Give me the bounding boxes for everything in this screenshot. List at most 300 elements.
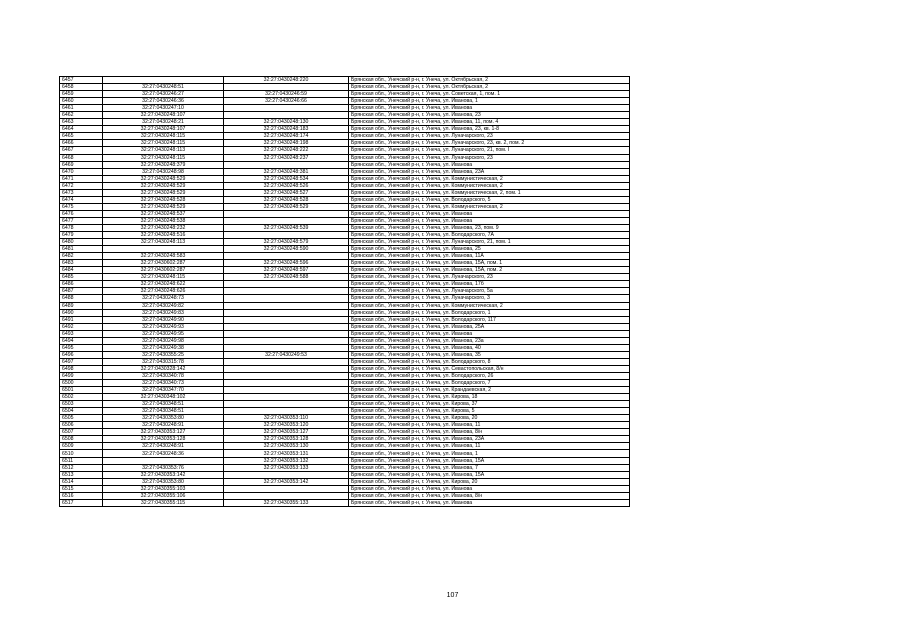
cadastral-number-cell: 32:27:0430248:107 [103, 126, 224, 133]
address-cell: Брянская обл., Унечский р-н, г. Унеча, ул. Иванова, 8/н [349, 492, 630, 499]
table-row [60, 316, 630, 323]
related-cadastral-number-cell [224, 337, 349, 344]
related-cadastral-number-cell: 32:27:0430353:132 [224, 457, 349, 464]
address-cell: Брянская обл., Унечский р-н, г. Унеча, ул. Луначарского, 21, пом. 1 [349, 239, 630, 246]
cadastral-number-cell: 32:27:0430355:106 [103, 492, 224, 499]
table-row [60, 464, 630, 471]
address-cell: Брянская обл., Унечский р-н, г. Унеча, ул. Коммунистическая, 2 [349, 175, 630, 182]
table-row [60, 168, 630, 175]
cadastral-number-cell: 32:27:0430248:529 [103, 189, 224, 196]
address-cell: Брянская обл., Унечский р-н, г. Унеча, ул. Иванова [349, 485, 630, 492]
address-cell: Брянская обл., Унечский р-н, г. Унеча, ул. Иванова, 23, кв. 1-8 [349, 126, 630, 133]
row-number-cell: 6488 [60, 295, 103, 302]
table-row [60, 274, 630, 281]
table-row [60, 478, 630, 485]
row-number-cell: 6511 [60, 457, 103, 464]
row-number-cell: 6477 [60, 217, 103, 224]
cadastral-number-cell: 32:27:0430248:91 [103, 443, 224, 450]
address-cell: Брянская обл., Унечский р-н, г. Унеча, ул. Володарского, 7А [349, 232, 630, 239]
address-cell: Брянская обл., Унечский р-н, г. Унеча, ул. Иванова, 11 [349, 422, 630, 429]
address-cell: Брянская обл., Унечский р-н, г. Унеча, ул. Иванова [349, 105, 630, 112]
related-cadastral-number-cell: 32:27:0430248:183 [224, 126, 349, 133]
address-cell: Брянская обл., Унечский р-н, г. Унеча, ул. Иванова, 15А, пом. 1 [349, 260, 630, 267]
cadastral-number-cell: 32:27:0430249:95 [103, 330, 224, 337]
cadastral-number-cell: 32:27:0430348:51 [103, 401, 224, 408]
row-number-cell: 6516 [60, 492, 103, 499]
address-cell: Брянская обл., Унечский р-н, г. Унеча, ул. Володарского, 5 [349, 196, 630, 203]
cadastral-number-cell: 32:27:0430248:379 [103, 161, 224, 168]
table-row [60, 196, 630, 203]
address-cell: Брянская обл., Унечский р-н, г. Унеча, ул. Иванова, 23, пом. 9 [349, 224, 630, 231]
cadastral-number-cell: 32:27:0430355:115 [103, 499, 224, 506]
cadastral-number-cell: 32:27:0430248:51 [103, 84, 224, 91]
related-cadastral-number-cell [224, 295, 349, 302]
cadastral-number-cell: 32:27:0430248:232 [103, 224, 224, 231]
table-row [60, 182, 630, 189]
row-number-cell: 6503 [60, 401, 103, 408]
row-number-cell: 6512 [60, 464, 103, 471]
cadastral-number-cell: 32:27:0430248:115 [103, 140, 224, 147]
cadastral-number-cell: 32:27:0430353:128 [103, 436, 224, 443]
row-number-cell: 6498 [60, 365, 103, 372]
cadastral-number-cell: 32:27:0430248:115 [103, 154, 224, 161]
related-cadastral-number-cell [224, 380, 349, 387]
related-cadastral-number-cell [224, 330, 349, 337]
related-cadastral-number-cell [224, 358, 349, 365]
cadastral-number-cell: 32:27:0430248:626 [103, 288, 224, 295]
row-number-cell: 6469 [60, 161, 103, 168]
address-cell: Брянская обл., Унечский р-н, г. Унеча, ул. Иванова, 23 [349, 112, 630, 119]
related-cadastral-number-cell: 32:27:0430353:133 [224, 464, 349, 471]
related-cadastral-number-cell [224, 210, 349, 217]
cadastral-number-cell: 32:27:0430353:80 [103, 478, 224, 485]
address-cell: Брянская обл., Унечский р-н, г. Унеча, ул. Луначарского, 23 [349, 274, 630, 281]
row-number-cell: 6462 [60, 112, 103, 119]
cadastral-number-cell: 32:27:0430249:38 [103, 344, 224, 351]
address-cell: Брянская обл., Унечский р-н, г. Унеча, ул. Володарского, 117 [349, 316, 630, 323]
table-row [60, 394, 630, 401]
cadastral-number-cell: 32:27:0430248:529 [103, 182, 224, 189]
address-cell: Брянская обл., Унечский р-н, г. Унеча, ул. Иванова, 11А [349, 253, 630, 260]
table-row [60, 91, 630, 98]
row-number-cell: 6510 [60, 450, 103, 457]
table-row [60, 351, 630, 358]
related-cadastral-number-cell: 32:27:0430353:120 [224, 422, 349, 429]
cadastral-number-cell: 32:27:0430249:83 [103, 309, 224, 316]
table-row [60, 330, 630, 337]
row-number-cell: 6501 [60, 387, 103, 394]
address-cell: Брянская обл., Унечский р-н, г. Унеча, ул. Иванова [349, 499, 630, 506]
row-number-cell: 6496 [60, 351, 103, 358]
related-cadastral-number-cell: 32:27:0430355:133 [224, 499, 349, 506]
row-number-cell: 6461 [60, 105, 103, 112]
related-cadastral-number-cell: 32:27:0430248:529 [224, 203, 349, 210]
address-cell: Брянская обл., Унечский р-н, г. Унеча, ул. Иванова [349, 210, 630, 217]
row-number-cell: 6473 [60, 189, 103, 196]
address-cell: Брянская обл., Унечский р-н, г. Унеча, ул. Луначарского, 21, пом. I [349, 147, 630, 154]
cadastral-number-cell [103, 457, 224, 464]
related-cadastral-number-cell: 32:27:0430248:237 [224, 154, 349, 161]
address-cell: Брянская обл., Унечский р-н, г. Унеча, ул. Кирова, 20 [349, 478, 630, 485]
row-number-cell: 6471 [60, 175, 103, 182]
related-cadastral-number-cell [224, 365, 349, 372]
table-row [60, 98, 630, 105]
row-number-cell: 6500 [60, 380, 103, 387]
row-number-cell: 6499 [60, 372, 103, 379]
cadastral-number-cell: 32:27:0430247:10 [103, 105, 224, 112]
cadastral-number-cell: 32:27:0430353:76 [103, 464, 224, 471]
data-table [59, 76, 630, 507]
table-row [60, 84, 630, 91]
related-cadastral-number-cell [224, 105, 349, 112]
table-row [60, 415, 630, 422]
table-row [60, 77, 630, 84]
table-row [60, 358, 630, 365]
cadastral-number-cell: 32:27:0430348:102 [103, 394, 224, 401]
row-number-cell: 6467 [60, 147, 103, 154]
related-cadastral-number-cell: 32:27:0430248:130 [224, 119, 349, 126]
related-cadastral-number-cell [224, 84, 349, 91]
address-cell: Брянская обл., Унечский р-н, г. Унеча, ул. Октябрьская, 2 [349, 77, 630, 84]
address-cell: Брянская обл., Унечский р-н, г. Унеча, ул. Коммунистическая, 2, пом. 1 [349, 189, 630, 196]
address-cell: Брянская обл., Унечский р-н, г. Унеча, ул. Иванова, 1 [349, 450, 630, 457]
table-row [60, 372, 630, 379]
table-row [60, 246, 630, 253]
table-row [60, 499, 630, 506]
table-row [60, 422, 630, 429]
cadastral-number-cell: 32:27:0430248:36 [103, 450, 224, 457]
table-row [60, 337, 630, 344]
table-row [60, 119, 630, 126]
cadastral-number-cell: 32:27:0430249:98 [103, 337, 224, 344]
row-number-cell: 6491 [60, 316, 103, 323]
cadastral-number-cell: 32:27:0430353:80 [103, 415, 224, 422]
table-row [60, 189, 630, 196]
table-row [60, 154, 630, 161]
row-number-cell: 6515 [60, 485, 103, 492]
table-row [60, 267, 630, 274]
row-number-cell: 6489 [60, 302, 103, 309]
related-cadastral-number-cell [224, 492, 349, 499]
table-row [60, 133, 630, 140]
related-cadastral-number-cell [224, 401, 349, 408]
address-cell: Брянская обл., Унечский р-н, г. Унеча, ул. Иванова, 15А, пом. 2 [349, 267, 630, 274]
related-cadastral-number-cell: 32:27:0430353:131 [224, 450, 349, 457]
row-number-cell: 6509 [60, 443, 103, 450]
row-number-cell: 6481 [60, 246, 103, 253]
address-cell: Брянская обл., Унечский р-н, г. Унеча, ул. Луначарского, 5а [349, 288, 630, 295]
cadastral-number-cell [103, 246, 224, 253]
row-number-cell: 6474 [60, 196, 103, 203]
related-cadastral-number-cell [224, 112, 349, 119]
row-number-cell: 6466 [60, 140, 103, 147]
address-cell: Брянская обл., Унечский р-н, г. Унеча, ул. Иванова [349, 161, 630, 168]
table-row [60, 288, 630, 295]
address-cell: Брянская обл., Унечский р-н, г. Унеча, ул. Иванова, 15А [349, 457, 630, 464]
related-cadastral-number-cell [224, 232, 349, 239]
cadastral-number-cell: 32:27:0430249:93 [103, 323, 224, 330]
table-row [60, 380, 630, 387]
related-cadastral-number-cell: 32:27:0430248:539 [224, 224, 349, 231]
table-body [60, 77, 630, 507]
address-cell: Брянская обл., Унечский р-н, г. Унеча, ул. Советская, 1, пом. 1 [349, 91, 630, 98]
row-number-cell: 6504 [60, 408, 103, 415]
related-cadastral-number-cell: 32:27:0430248:222 [224, 147, 349, 154]
table-row [60, 429, 630, 436]
row-number-cell: 6484 [60, 267, 103, 274]
row-number-cell: 6494 [60, 337, 103, 344]
cadastral-number-cell: 32:27:0430249:82 [103, 302, 224, 309]
related-cadastral-number-cell: 32:27:0430248:526 [224, 182, 349, 189]
row-number-cell: 6505 [60, 415, 103, 422]
table-row [60, 210, 630, 217]
related-cadastral-number-cell [224, 161, 349, 168]
related-cadastral-number-cell [224, 316, 349, 323]
related-cadastral-number-cell: 32:27:0430249:53 [224, 351, 349, 358]
cadastral-number-cell: 32:27:0430248:91 [103, 422, 224, 429]
table-row [60, 203, 630, 210]
cadastral-number-cell: 32:27:0430248:583 [103, 253, 224, 260]
related-cadastral-number-cell: 32:27:0430248:381 [224, 168, 349, 175]
table-row [60, 217, 630, 224]
cadastral-number-cell: 32:27:0430248:529 [103, 175, 224, 182]
address-cell: Брянская обл., Унечский р-н, г. Унеча, ул. Кирова, 20 [349, 415, 630, 422]
related-cadastral-number-cell: 32:27:0430248:220 [224, 77, 349, 84]
related-cadastral-number-cell [224, 344, 349, 351]
table-row [60, 302, 630, 309]
table-row [60, 401, 630, 408]
address-cell: Брянская обл., Унечский р-н, г. Унеча, ул. Иванова, 7 [349, 464, 630, 471]
table-row [60, 253, 630, 260]
address-cell: Брянская обл., Унечский р-н, г. Унеча, ул. Коммунистическая, 2 [349, 203, 630, 210]
related-cadastral-number-cell: 32:27:0430246:59 [224, 91, 349, 98]
row-number-cell: 6492 [60, 323, 103, 330]
address-cell: Брянская обл., Унечский р-н, г. Унеча, ул. Володарского, 1 [349, 309, 630, 316]
cadastral-number-cell: 32:27:0430248:107 [103, 112, 224, 119]
related-cadastral-number-cell: 32:27:0430248:527 [224, 189, 349, 196]
cadastral-number-cell: 32:27:0430246:27 [103, 91, 224, 98]
related-cadastral-number-cell: 32:27:0430248:534 [224, 175, 349, 182]
address-cell: Брянская обл., Унечский р-н, г. Унеча, ул. Иванова, 25 [349, 246, 630, 253]
row-number-cell: 6514 [60, 478, 103, 485]
cadastral-number-cell: 32:27:0430348:51 [103, 408, 224, 415]
address-cell: Брянская обл., Унечский р-н, г. Унеча, ул. Володарского, 8 [349, 358, 630, 365]
cadastral-number-cell: 32:27:0430248:528 [103, 196, 224, 203]
row-number-cell: 6472 [60, 182, 103, 189]
row-number-cell: 6493 [60, 330, 103, 337]
address-cell: Брянская обл., Унечский р-н, г. Унеча, ул. Кирова, 5 [349, 408, 630, 415]
address-cell: Брянская обл., Унечский р-н, г. Унеча, ул. Луначарского, 23 [349, 154, 630, 161]
cadastral-number-cell: 32:27:0430246:36 [103, 98, 224, 105]
table-row [60, 408, 630, 415]
table-row [60, 365, 630, 372]
row-number-cell: 6502 [60, 394, 103, 401]
table-row [60, 450, 630, 457]
cadastral-number-cell: 32:27:0430248:622 [103, 281, 224, 288]
address-cell: Брянская обл., Унечский р-н, г. Унеча, ул. Октябрьская, 2 [349, 84, 630, 91]
cadastral-number-cell: 32:27:0430248:21 [103, 119, 224, 126]
address-cell: Брянская обл., Унечский р-н, г. Унеча, ул. Иванова, 40 [349, 344, 630, 351]
cadastral-number-cell: 32:27:0430347:70 [103, 387, 224, 394]
row-number-cell: 6487 [60, 288, 103, 295]
cadastral-number-cell: 32:27:0430248:516 [103, 232, 224, 239]
address-cell: Брянская обл., Унечский р-н, г. Унеча, ул. Коммунистическая, 2 [349, 302, 630, 309]
related-cadastral-number-cell: 32:27:0430248:528 [224, 196, 349, 203]
related-cadastral-number-cell: 32:27:0430353:128 [224, 436, 349, 443]
cadastral-number-cell: 32:27:0430353:142 [103, 471, 224, 478]
related-cadastral-number-cell [224, 387, 349, 394]
address-cell: Брянская обл., Унечский р-н, г. Унеча, ул. Иванова, 23А [349, 168, 630, 175]
related-cadastral-number-cell: 32:27:0430353:110 [224, 415, 349, 422]
address-cell: Брянская обл., Унечский р-н, г. Унеча, ул. Крандаевская, 2 [349, 387, 630, 394]
related-cadastral-number-cell: 32:27:0430248:198 [224, 140, 349, 147]
row-number-cell: 6482 [60, 253, 103, 260]
address-cell: Брянская обл., Унечский р-н, г. Унеча, ул. Иванова, 11, пом. 4 [349, 119, 630, 126]
table-row [60, 436, 630, 443]
cadastral-number-cell: 32:27:0430602:287 [103, 267, 224, 274]
cadastral-number-cell: 32:27:0430248:73 [103, 295, 224, 302]
related-cadastral-number-cell: 32:27:0430248:579 [224, 239, 349, 246]
address-cell: Брянская обл., Унечский р-н, г. Унеча, ул. Иванова, 23а [349, 337, 630, 344]
related-cadastral-number-cell: 32:27:0430248:597 [224, 267, 349, 274]
related-cadastral-number-cell [224, 288, 349, 295]
table-row [60, 471, 630, 478]
address-cell: Брянская обл., Унечский р-н, г. Унеча, ул. Володарского, 26 [349, 372, 630, 379]
related-cadastral-number-cell [224, 408, 349, 415]
cadastral-number-cell: 32:27:0430248:98 [103, 168, 224, 175]
table-row [60, 112, 630, 119]
table-row [60, 239, 630, 246]
table-row [60, 260, 630, 267]
cadastral-number-cell: 32:27:0430248:115 [103, 133, 224, 140]
table-row [60, 492, 630, 499]
address-cell: Брянская обл., Унечский р-н, г. Унеча, ул. Иванова, 35 [349, 351, 630, 358]
cadastral-number-cell [103, 77, 224, 84]
related-cadastral-number-cell [224, 394, 349, 401]
cadastral-number-cell: 32:27:0430602:287 [103, 260, 224, 267]
cadastral-number-cell: 32:27:0430355:103 [103, 485, 224, 492]
address-cell: Брянская обл., Унечский р-н, г. Унеча, ул. Луначарского, 3 [349, 295, 630, 302]
row-number-cell: 6476 [60, 210, 103, 217]
cadastral-number-cell: 32:27:0430248:537 [103, 210, 224, 217]
address-cell: Брянская обл., Унечский р-н, г. Унеча, ул. Коммунистическая, 2 [349, 182, 630, 189]
row-number-cell: 6458 [60, 84, 103, 91]
address-cell: Брянская обл., Унечский р-н, г. Унеча, ул. Иванова [349, 330, 630, 337]
table-row [60, 309, 630, 316]
row-number-cell: 6464 [60, 126, 103, 133]
address-cell: Брянская обл., Унечский р-н, г. Унеча, ул. Кирова, 37 [349, 401, 630, 408]
address-cell: Брянская обл., Унечский р-н, г. Унеча, ул. Иванова, 23А [349, 436, 630, 443]
row-number-cell: 6517 [60, 499, 103, 506]
table-row [60, 323, 630, 330]
table-row [60, 485, 630, 492]
related-cadastral-number-cell [224, 281, 349, 288]
related-cadastral-number-cell [224, 302, 349, 309]
address-cell: Брянская обл., Унечский р-н, г. Унеча, ул. Луначарского, 23, кв. 2, пом. 2 [349, 140, 630, 147]
related-cadastral-number-cell [224, 471, 349, 478]
table-row [60, 457, 630, 464]
related-cadastral-number-cell: 32:27:0430353:127 [224, 429, 349, 436]
row-number-cell: 6508 [60, 436, 103, 443]
related-cadastral-number-cell [224, 253, 349, 260]
cadastral-number-cell: 32:27:0430248:529 [103, 203, 224, 210]
row-number-cell: 6485 [60, 274, 103, 281]
related-cadastral-number-cell [224, 372, 349, 379]
address-cell: Брянская обл., Унечский р-н, г. Унеча, ул. Иванова, 11 [349, 443, 630, 450]
cadastral-number-cell: 32:27:0430249:90 [103, 316, 224, 323]
address-cell: Брянская обл., Унечский р-н, г. Унеча, ул. Володарского, 7 [349, 380, 630, 387]
row-number-cell: 6486 [60, 281, 103, 288]
related-cadastral-number-cell: 32:27:0430353:142 [224, 478, 349, 485]
address-cell: Брянская обл., Унечский р-н, г. Унеча, ул. Кирова, 18 [349, 394, 630, 401]
row-number-cell: 6475 [60, 203, 103, 210]
cadastral-number-cell: 32:27:0430248:538 [103, 217, 224, 224]
row-number-cell: 6457 [60, 77, 103, 84]
address-cell: Брянская обл., Унечский р-н, г. Унеча, ул. Иванова, 1 [349, 98, 630, 105]
table-row [60, 344, 630, 351]
row-number-cell: 6468 [60, 154, 103, 161]
address-cell: Брянская обл., Унечский р-н, г. Унеча, ул. Севастопольская, 8/н [349, 365, 630, 372]
address-cell: Брянская обл., Унечский р-н, г. Унеча, ул. Иванова [349, 217, 630, 224]
table-row [60, 224, 630, 231]
row-number-cell: 6506 [60, 422, 103, 429]
table-row [60, 140, 630, 147]
cadastral-number-cell: 32:27:0430328:142 [103, 365, 224, 372]
table-row [60, 126, 630, 133]
related-cadastral-number-cell [224, 217, 349, 224]
cadastral-number-cell: 32:27:0430315:78 [103, 358, 224, 365]
row-number-cell: 6479 [60, 232, 103, 239]
cadastral-number-cell: 32:27:0430248:115 [103, 274, 224, 281]
related-cadastral-number-cell: 32:27:0430248:588 [224, 274, 349, 281]
cadastral-number-cell: 32:27:0430355:25 [103, 351, 224, 358]
table-row [60, 161, 630, 168]
row-number-cell: 6495 [60, 344, 103, 351]
row-number-cell: 6497 [60, 358, 103, 365]
row-number-cell: 6460 [60, 98, 103, 105]
table-row [60, 295, 630, 302]
row-number-cell: 6463 [60, 119, 103, 126]
related-cadastral-number-cell: 32:27:0430246:66 [224, 98, 349, 105]
related-cadastral-number-cell [224, 309, 349, 316]
cadastral-number-cell: 32:27:0430248:113 [103, 147, 224, 154]
table-row [60, 232, 630, 239]
related-cadastral-number-cell [224, 485, 349, 492]
address-cell: Брянская обл., Унечский р-н, г. Унеча, ул. Иванова, 25А [349, 323, 630, 330]
row-number-cell: 6507 [60, 429, 103, 436]
related-cadastral-number-cell: 32:27:0430248:590 [224, 246, 349, 253]
table-row [60, 281, 630, 288]
page-number: 107 [446, 592, 459, 599]
address-cell: Брянская обл., Унечский р-н, г. Унеча, ул. Луначарского, 23 [349, 133, 630, 140]
row-number-cell: 6513 [60, 471, 103, 478]
table-row [60, 443, 630, 450]
related-cadastral-number-cell: 32:27:0430248:596 [224, 260, 349, 267]
row-number-cell: 6483 [60, 260, 103, 267]
related-cadastral-number-cell [224, 323, 349, 330]
table-row [60, 147, 630, 154]
row-number-cell: 6480 [60, 239, 103, 246]
related-cadastral-number-cell: 32:27:0430248:174 [224, 133, 349, 140]
table-row [60, 105, 630, 112]
cadastral-number-cell: 32:27:0430340:73 [103, 380, 224, 387]
address-cell: Брянская обл., Унечский р-н, г. Унеча, ул. Иванова, 17б [349, 281, 630, 288]
cadastral-number-cell: 32:27:0430340:78 [103, 372, 224, 379]
address-cell: Брянская обл., Унечский р-н, г. Унеча, ул. Иванова, 15А [349, 471, 630, 478]
related-cadastral-number-cell: 32:27:0430353:130 [224, 443, 349, 450]
row-number-cell: 6478 [60, 224, 103, 231]
cadastral-number-cell: 32:27:0430353:127 [103, 429, 224, 436]
